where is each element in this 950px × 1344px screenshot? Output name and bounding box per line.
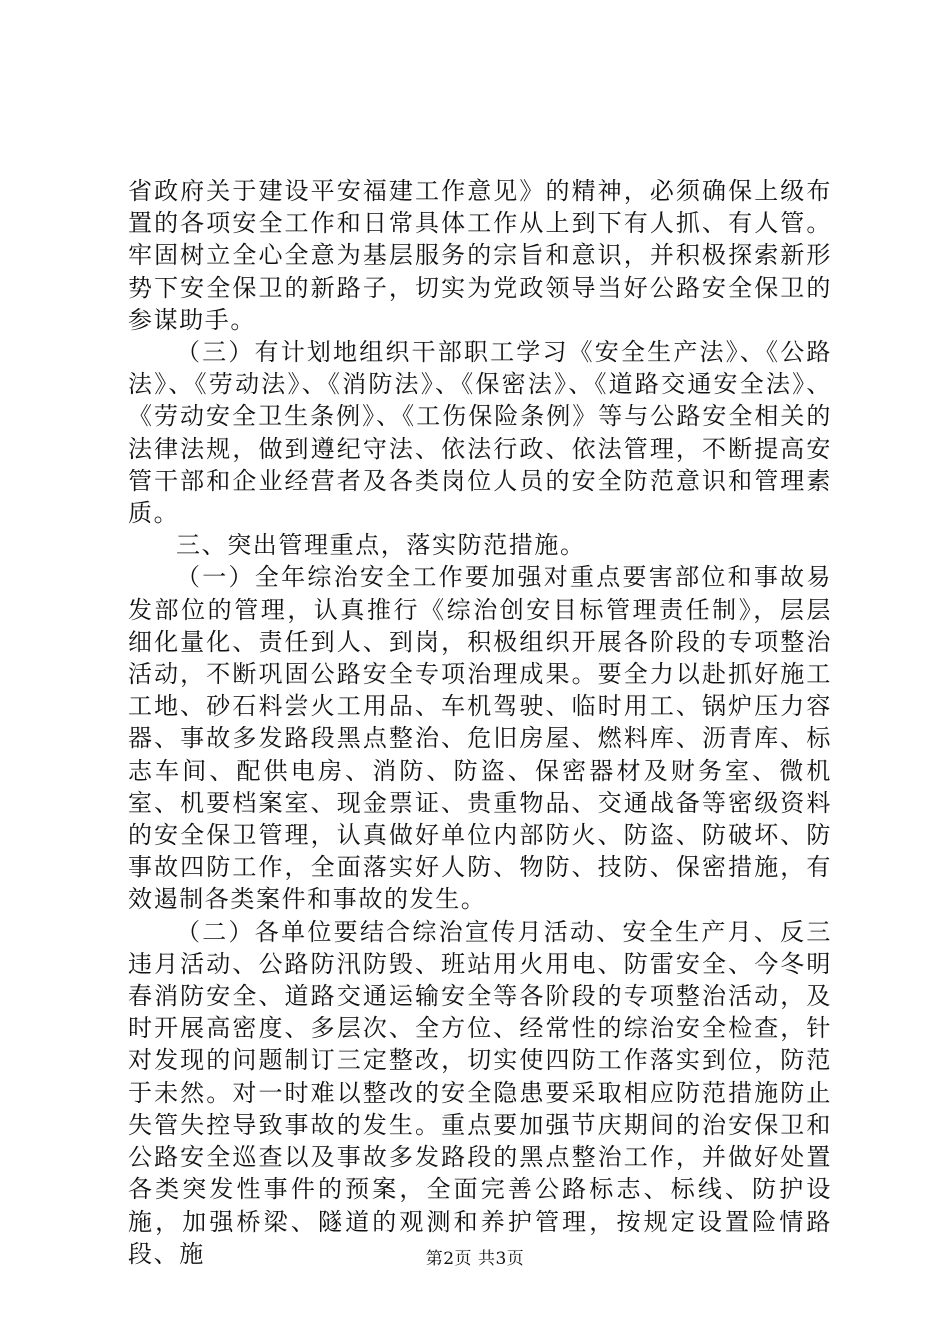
paragraph-item-three: （三）有计划地组织干部职工学习《安全生产法》、《公路法》、《劳动法》、《消防法》、《保密法》、《道路交通安全法》、《劳动安全卫生条例》、《工伤保险条例》等与公路安全相关的法律法规，做到遵纪守法、依法行政、依法管理，不断提高安管干部和企业经营者及各类岗位人员的安全防范意识和管理素质。 — [128, 338, 832, 528]
paragraph-item-one: （一）全年综治安全工作要加强对重点要害部位和事故易发部位的管理，认真推行《综治创安目标管理责任制》，层层细化量化、责任到人、到岗，积极组织开展各阶段的专项整治活动，不断巩固公路安全专项治理成果。要全力以赴抓好施工工地、砂石料尝火工用品、车机驾驶、临时用工、锅炉压力容器、事故多发路段黑点整治、危旧房屋、燃料库、沥青库、标志车间、配供电房、消防、防盗、保密器材及财务室、微机室、机要档案室、现金票证、贵重物品、交通战备等密级资料的安全保卫管理，认真做好单位内部防火、防盗、防破坏、防事故四防工作，全面落实好人防、物防、技防、保密措施，有效遏制各类案件和事故的发生。 — [128, 563, 832, 914]
paragraph-continuation: 省政府关于建设平安福建工作意见》的精神，必须确保上级布置的各项安全工作和日常具体工作从上到下有人抓、有人管。牢固树立全心全意为基层服务的宗旨和意识，并积极探索新形势下安全保卫的新路子，切实为党政领导当好公路安全保卫的参谋助手。 — [128, 177, 832, 334]
section-heading-three: 三、突出管理重点，落实防范措施。 — [176, 531, 586, 560]
document-body — [128, 175, 832, 1270]
paragraph-item-two: （二）各单位要结合综治宣传月活动、安全生产月、反三违月活动、公路防汛防毁、班站用火用电、防雷安全、今冬明春消防安全、道路交通运输安全等各阶段的专项整治活动，及时开展高密度、多层次、全方位、经常性的综治安全检查，针对发现的问题制订三定整改，切实使四防工作落实到位，防范于未然。对一时难以整改的安全隐患要采取相应防范措施防止失管失控导致事故的发生。重点要加强节庆期间的治安保卫和公路安全巡查以及事故多发路段的黑点整治工作，并做好处置各类突发性事件的预案，全面完善公路标志、标线、防护设施，加强桥梁、隧道的观测和养护管理，按规定设置险情路段、施 — [128, 917, 832, 1268]
page-number-footer: 第2页 共3页 — [425, 1249, 525, 1269]
